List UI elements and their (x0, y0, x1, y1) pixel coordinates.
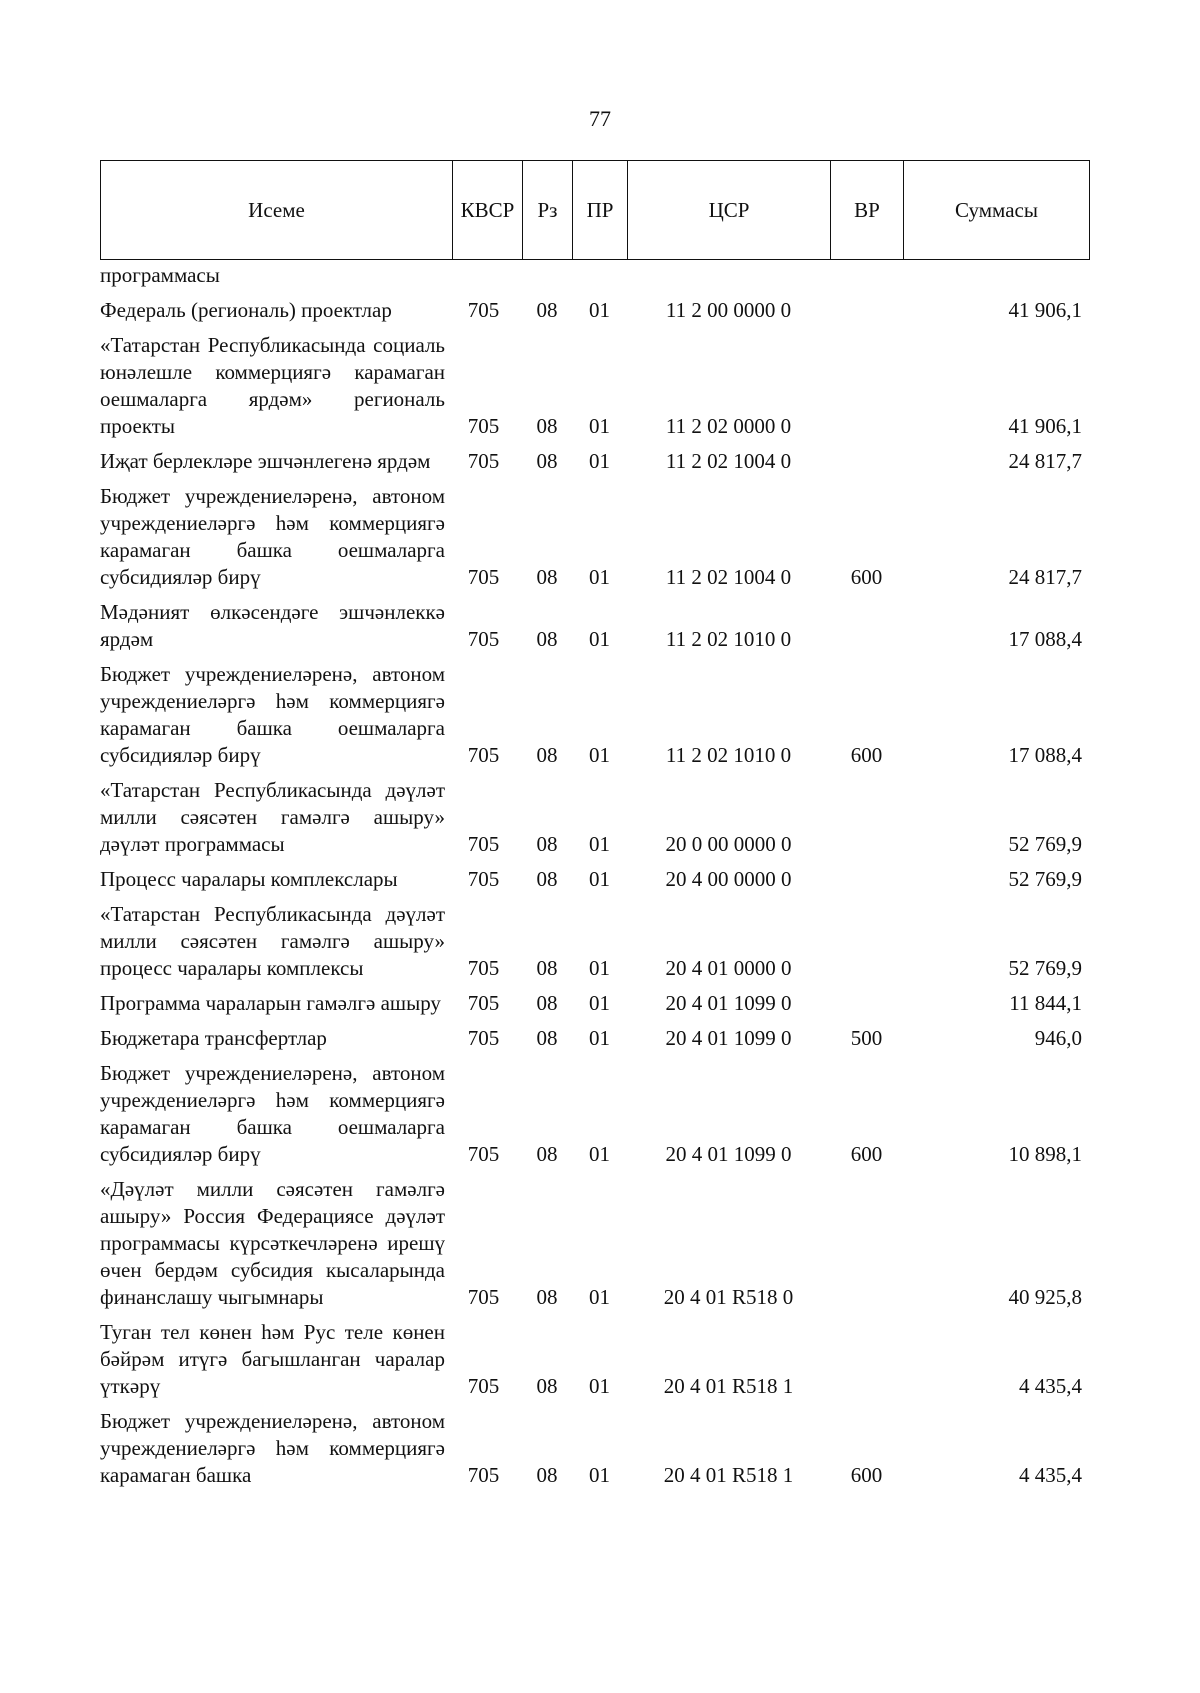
cell-sum: 17 088,4 (1008, 743, 1082, 767)
cell-rz: 08 (536, 1026, 558, 1050)
cell-kvsr: 705 (467, 1463, 500, 1487)
cell-kvsr: 705 (467, 1026, 500, 1050)
cell-csr: 20 4 01 R518 1 (663, 1463, 794, 1487)
cell-csr: 11 2 02 1004 0 (665, 449, 792, 473)
cell-kvsr: 705 (467, 743, 500, 767)
header-sum: Суммасы (955, 197, 1038, 222)
cell-name: Бюджет учреждениеләренә, автоном учреждениеләргә һәм коммерциягә карамаган башка оешмаларга субсидияләр бирү (100, 484, 445, 589)
cell-pr: 01 (589, 1463, 610, 1487)
cell-csr: 11 2 00 0000 0 (665, 298, 792, 322)
cell-name: Программа чараларын гамәлгә ашыру (100, 991, 441, 1015)
cell-name: Федераль (региональ) проектлар (100, 298, 392, 322)
cell-kvsr: 705 (467, 414, 500, 438)
cell-sum: 52 769,9 (1008, 832, 1082, 856)
cell-name: программасы (100, 263, 220, 287)
cell-csr: 20 4 01 R518 1 (663, 1374, 794, 1398)
header-kvsr: КВСР (453, 161, 523, 259)
cell-sum: 40 925,8 (1008, 1285, 1082, 1309)
table-header (100, 160, 1090, 260)
table-row (100, 332, 1090, 440)
cell-csr: 11 2 02 1004 0 (665, 565, 792, 589)
cell-rz: 08 (536, 565, 558, 589)
cell-kvsr: 705 (467, 627, 500, 651)
cell-name: Бюджет учреждениеләренә, автоном учреждениеләргә һәм коммерциягә карамаган башка оешмаларга субсидияләр бирү (100, 662, 445, 767)
cell-kvsr: 705 (467, 1374, 500, 1398)
page-number: 77 (589, 106, 611, 131)
table-row (100, 901, 1090, 982)
cell-pr: 01 (589, 956, 610, 980)
cell-pr: 01 (589, 867, 610, 891)
cell-sum: 24 817,7 (1008, 449, 1082, 473)
header-csr: ЦСР (628, 161, 831, 259)
cell-csr: 20 4 01 R518 0 (663, 1285, 794, 1309)
cell-rz: 08 (536, 414, 558, 438)
cell-name: Бюджет учреждениеләренә, автоном учреждениеләргә һәм коммерциягә карамаган башка (100, 1409, 445, 1487)
cell-rz: 08 (536, 991, 558, 1015)
cell-rz: 08 (536, 867, 558, 891)
cell-kvsr: 705 (467, 298, 500, 322)
table-row (100, 661, 1090, 769)
cell-pr: 01 (589, 991, 610, 1015)
table-row (100, 1025, 1090, 1052)
cell-rz: 08 (536, 1374, 558, 1398)
table-body (100, 262, 1090, 1497)
cell-sum: 17 088,4 (1008, 627, 1082, 651)
table-row (100, 262, 1090, 289)
cell-sum: 41 906,1 (1008, 298, 1082, 322)
table-row (100, 777, 1090, 858)
cell-kvsr: 705 (467, 565, 500, 589)
cell-sum: 52 769,9 (1008, 867, 1082, 891)
cell-sum: 4 435,4 (1019, 1374, 1082, 1398)
cell-sum: 11 844,1 (1009, 991, 1082, 1015)
cell-sum: 41 906,1 (1008, 414, 1082, 438)
cell-pr: 01 (589, 743, 610, 767)
cell-sum: 52 769,9 (1008, 956, 1082, 980)
cell-rz: 08 (536, 832, 558, 856)
cell-pr: 01 (589, 627, 610, 651)
cell-kvsr: 705 (467, 832, 500, 856)
cell-name: Процесс чаралары комплекслары (100, 867, 398, 891)
table-row (100, 1408, 1090, 1489)
cell-kvsr: 705 (467, 991, 500, 1015)
cell-rz: 08 (536, 956, 558, 980)
cell-pr: 01 (589, 414, 610, 438)
cell-pr: 01 (589, 1142, 610, 1166)
header-rz: Рз (523, 161, 573, 259)
cell-name: «Татарстан Республикасында дәүләт милли сәясәтен гамәлгә ашыру» процесс чаралары комплексы (100, 902, 445, 980)
cell-vr: 600 (850, 565, 883, 589)
cell-sum: 4 435,4 (1019, 1463, 1082, 1487)
cell-csr: 20 4 01 1099 0 (665, 1142, 792, 1166)
cell-csr: 11 2 02 1010 0 (665, 743, 792, 767)
cell-name: Иҗат берлекләре эшчәнлегенә ярдәм (100, 449, 431, 473)
cell-csr: 20 4 00 0000 0 (665, 867, 792, 891)
cell-csr: 11 2 02 0000 0 (665, 414, 792, 438)
cell-name: «Татарстан Республикасында социаль юнәлешле коммерциягә карамаган оешмаларга ярдәм» региональ проекты (100, 333, 445, 438)
cell-csr: 20 0 00 0000 0 (665, 832, 792, 856)
cell-name: Мәдәният өлкәсендәге эшчәнлеккә ярдәм (100, 600, 445, 651)
cell-vr: 500 (850, 1026, 883, 1050)
cell-csr: 20 4 01 1099 0 (665, 1026, 792, 1050)
cell-name: «Дәүләт милли сәясәтен гамәлгә ашыру» Россия Федерациясе дәүләт программасы күрсәткечләренә ирешү өчен бердәм субсидия кысаларында финанслашу чыгымнары (100, 1177, 445, 1309)
cell-rz: 08 (536, 449, 558, 473)
cell-rz: 08 (536, 1463, 558, 1487)
header-name: Исеме (101, 161, 453, 259)
cell-csr: 20 4 01 1099 0 (665, 991, 792, 1015)
table-row (100, 297, 1090, 324)
cell-kvsr: 705 (467, 1285, 500, 1309)
header-vr: ВР (831, 161, 904, 259)
cell-vr: 600 (850, 1142, 883, 1166)
cell-csr: 20 4 01 0000 0 (665, 956, 792, 980)
cell-rz: 08 (536, 298, 558, 322)
cell-rz: 08 (536, 743, 558, 767)
cell-kvsr: 705 (467, 449, 500, 473)
cell-csr: 11 2 02 1010 0 (665, 627, 792, 651)
cell-kvsr: 705 (467, 1142, 500, 1166)
cell-sum: 24 817,7 (1008, 565, 1082, 589)
header-pr: ПР (573, 161, 628, 259)
table-row (100, 1176, 1090, 1311)
cell-sum: 946,0 (1034, 1026, 1082, 1050)
cell-rz: 08 (536, 1285, 558, 1309)
cell-kvsr: 705 (467, 867, 500, 891)
table-row (100, 866, 1090, 893)
cell-pr: 01 (589, 298, 610, 322)
cell-kvsr: 705 (467, 956, 500, 980)
cell-pr: 01 (589, 1026, 610, 1050)
table-row (100, 483, 1090, 591)
cell-name: Бюджет учреждениеләренә, автоном учреждениеләргә һәм коммерциягә карамаган башка оешмаларга субсидияләр бирү (100, 1061, 445, 1166)
table-row (100, 599, 1090, 653)
cell-name: «Татарстан Республикасында дәүләт милли сәясәтен гамәлгә ашыру» дәүләт программасы (100, 778, 445, 856)
cell-rz: 08 (536, 1142, 558, 1166)
table-row (100, 1319, 1090, 1400)
cell-pr: 01 (589, 449, 610, 473)
cell-sum: 10 898,1 (1008, 1142, 1082, 1166)
cell-vr: 600 (850, 743, 883, 767)
table-row (100, 1060, 1090, 1168)
table-row (100, 990, 1090, 1017)
cell-vr: 600 (850, 1463, 883, 1487)
cell-pr: 01 (589, 1374, 610, 1398)
cell-name: Туган тел көнен һәм Рус теле көнен бәйрәм итүгә багышланган чаралар үткәрү (100, 1320, 445, 1398)
cell-rz: 08 (536, 627, 558, 651)
cell-pr: 01 (589, 565, 610, 589)
cell-pr: 01 (589, 1285, 610, 1309)
cell-name: Бюджетара трансфертлар (100, 1026, 327, 1050)
table-row (100, 448, 1090, 475)
cell-pr: 01 (589, 832, 610, 856)
